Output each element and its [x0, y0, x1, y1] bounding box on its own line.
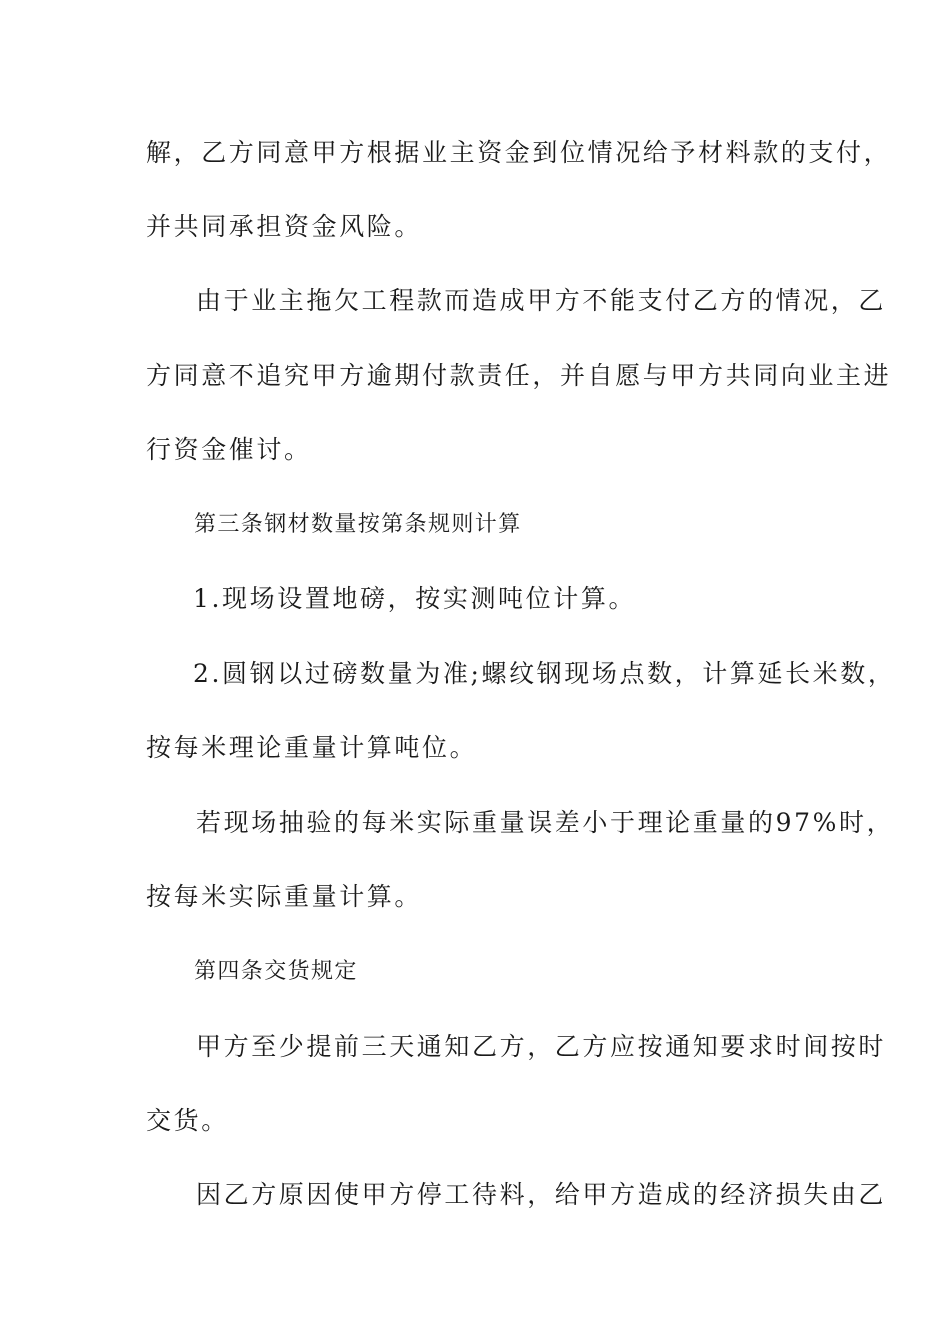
- list-item-2: 2.圆钢以过磅数量为准;螺纹钢现场点数，计算延长米数，: [193, 659, 896, 688]
- paragraph-line-4: 方同意不追究甲方逾期付款责任，并自愿与甲方共同向业主进: [146, 361, 892, 390]
- list-item-1: 1.现场设置地磅，按实测吨位计算。: [193, 584, 637, 613]
- section-heading-4: 第四条交货规定: [194, 959, 358, 984]
- paragraph-line-10: 若现场抽验的每米实际重量误差小于理论重量的97%时，: [196, 808, 895, 837]
- list-item-2-continued: 按每米理论重量计算吨位。: [146, 733, 478, 762]
- paragraph-line-5: 行资金催讨。: [146, 435, 312, 464]
- paragraph-line-11: 按每米实际重量计算。: [146, 882, 423, 911]
- section-heading-3: 第三条钢材数量按第条规则计算: [194, 512, 522, 537]
- paragraph-line-1: 解，乙方同意甲方根据业主资金到位情况给予材料款的支付，: [146, 138, 892, 167]
- paragraph-line-15: 因乙方原因使甲方停工待料，给甲方造成的经济损失由乙: [196, 1180, 887, 1209]
- paragraph-line-13: 甲方至少提前三天通知乙方，乙方应按通知要求时间按时: [196, 1032, 887, 1061]
- paragraph-line-2: 并共同承担资金风险。: [146, 212, 423, 241]
- paragraph-line-3: 由于业主拖欠工程款而造成甲方不能支付乙方的情况，乙: [196, 286, 887, 315]
- paragraph-line-14: 交货。: [146, 1106, 229, 1135]
